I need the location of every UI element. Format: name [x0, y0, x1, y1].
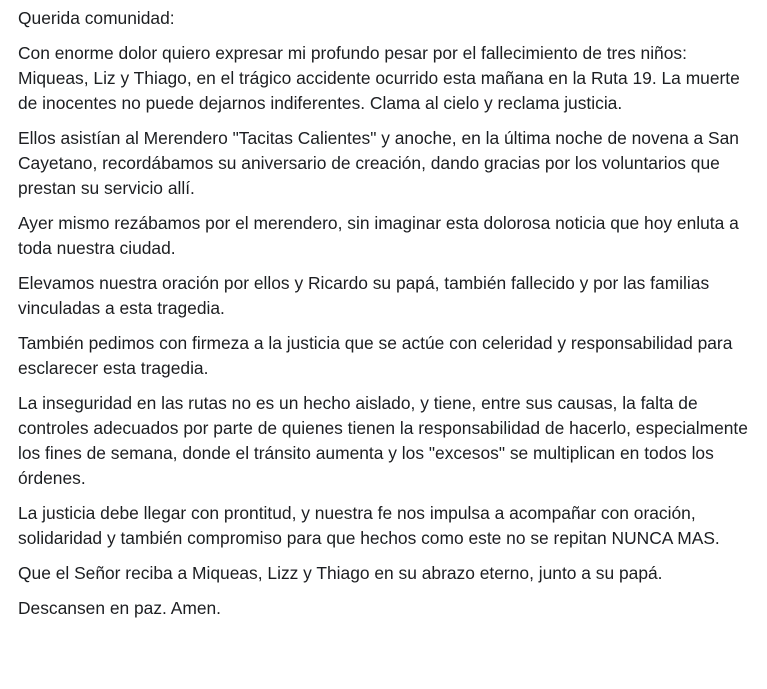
- post-closing: Descansen en paz. Amen.: [18, 598, 222, 618]
- post-paragraph: La inseguridad en las rutas no es un hecho aislado, y tiene, entre sus causas, la falta de controles adecuados por parte de quienes tienen la responsabilidad de hacerlo, especialmente los fines de semana, donde el tránsito aumenta y los "excesos" se multiplican en todos los órdenes.: [18, 393, 748, 488]
- post-paragraph: Elevamos nuestra oración por ellos y Ricardo su papá, también fallecido y por las familias vinculadas a esta tragedia.: [18, 273, 710, 318]
- post-paragraph: También pedimos con firmeza a la justicia que se actúe con celeridad y responsabilidad para esclarecer esta tragedia.: [18, 333, 733, 378]
- post-paragraph: Que el Señor reciba a Miqueas, Lizz y Thiago en su abrazo eterno, junto a su papá.: [18, 563, 663, 583]
- post-paragraph: Ellos asistían al Merendero "Tacitas Calientes" y anoche, en la última noche de novena a San Cayetano, recordábamos su aniversario de creación, dando gracias por los voluntarios que prestan su servicio allí.: [18, 128, 739, 198]
- post-paragraph: Ayer mismo rezábamos por el merendero, sin imaginar esta dolorosa noticia que hoy enluta a toda nuestra ciudad.: [18, 213, 739, 258]
- post-greeting: Querida comunidad:: [18, 8, 175, 28]
- post-paragraph: La justicia debe llegar con prontitud, y nuestra fe nos impulsa a acompañar con oración, solidaridad y también compromiso para que hechos como este no se repitan NUNCA MAS.: [18, 503, 720, 548]
- post-paragraph: Con enorme dolor quiero expresar mi profundo pesar por el fallecimiento de tres niños: Miqueas, Liz y Thiago, en el trágico accidente ocurrido esta mañana en la Ruta 19. La muerte de inocentes no puede dejarnos indiferentes. Clama al cielo y reclama justicia.: [18, 43, 740, 113]
